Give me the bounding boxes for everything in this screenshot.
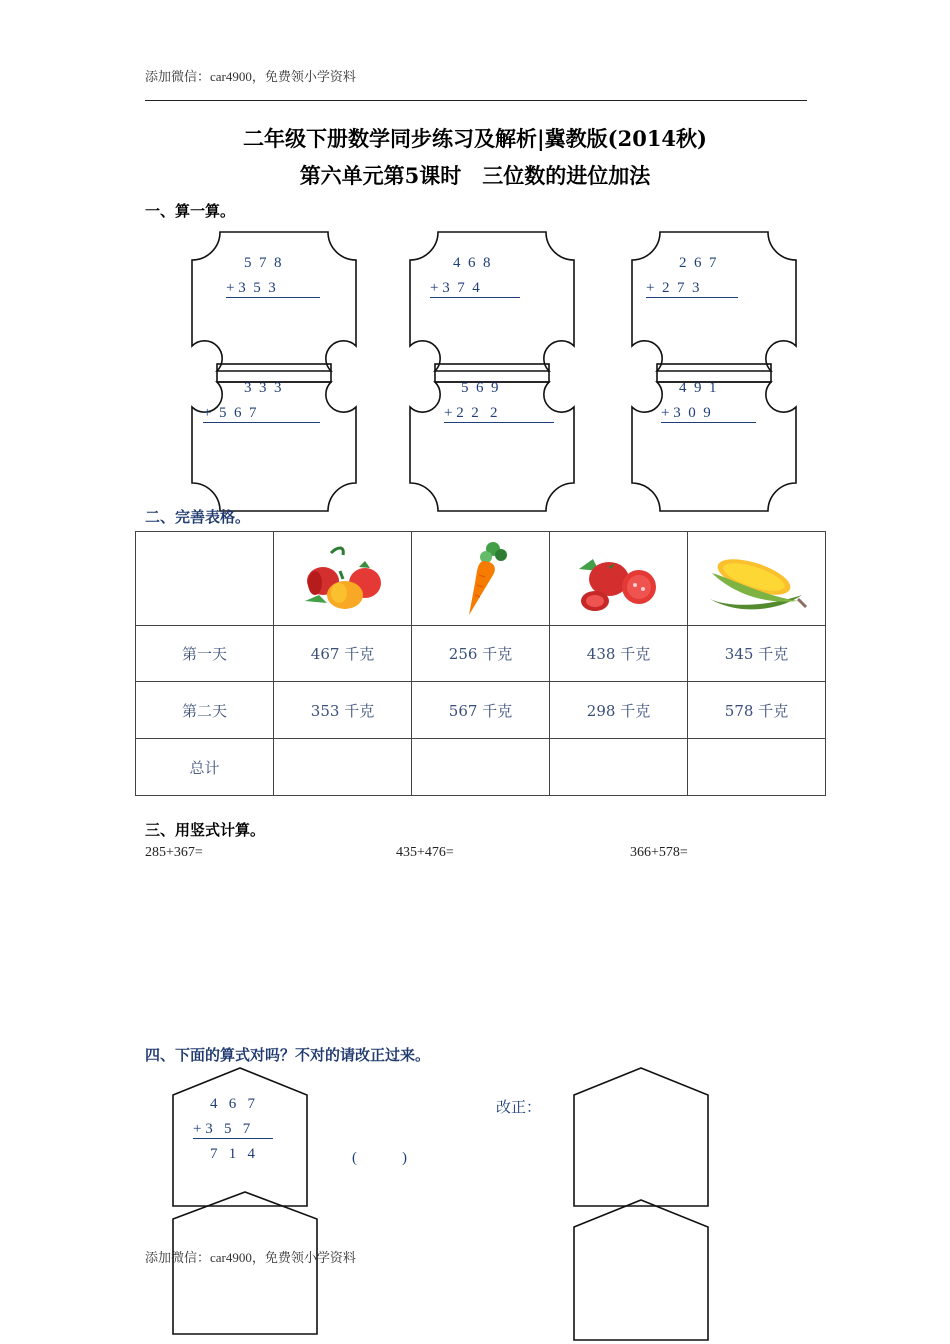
page-title: 二年级下册数学同步练习及解析|冀教版(2014秋) xyxy=(243,126,707,151)
card2-bottom: + 3 7 4 xyxy=(430,280,520,298)
section3-heading: 三、用竖式计算。 xyxy=(145,821,266,839)
card4-bottom: + 5 6 7 xyxy=(203,405,320,423)
table-cell: 298 千克 xyxy=(550,682,688,739)
card3-bottom: + 2 7 3 xyxy=(646,280,738,298)
card1-top: 5 7 8 xyxy=(244,255,282,271)
table-cell: 438 千克 xyxy=(550,626,688,682)
card5-bottom: + 2 2 2 xyxy=(444,405,554,423)
header-watermark: 添加微信：car4900，免费领小学资料 xyxy=(145,69,356,84)
check-line3: 7 1 4 xyxy=(210,1146,255,1162)
table-cell: 467 千克 xyxy=(274,626,412,682)
table-cell: 567 千克 xyxy=(412,682,550,739)
section1-heading: 一、算一算。 xyxy=(145,202,236,220)
table-cell: 578 千克 xyxy=(688,682,826,739)
section4-heading: 四、下面的算式对吗？不对的请改正过来。 xyxy=(145,1046,431,1064)
card5-top: 5 6 9 xyxy=(461,380,499,396)
table-cell: 353 千克 xyxy=(274,682,412,739)
footer-watermark: 添加微信：car4900，免费领小学资料 xyxy=(145,1250,356,1265)
table-cell: 256 千克 xyxy=(412,626,550,682)
card1-bottom: + 3 5 3 xyxy=(226,280,320,298)
problem-3: 366+578= xyxy=(630,845,688,860)
card4-top: 3 3 3 xyxy=(244,380,282,396)
row-label-day1: 第一天 xyxy=(136,626,274,682)
house-frame-right-bottom xyxy=(574,1200,708,1340)
problem-2: 435+476= xyxy=(396,845,454,860)
card6-bottom: + 3 0 9 xyxy=(661,405,756,423)
check-line2: + 3 5 7 xyxy=(193,1121,273,1139)
section2-heading: 二、完善表格。 xyxy=(145,508,251,526)
problem-1: 285+367= xyxy=(145,845,203,860)
row-label-total: 总计 xyxy=(136,739,274,796)
row-label-day2: 第二天 xyxy=(136,682,274,739)
correction-label: 改正： xyxy=(496,1098,542,1116)
house-frame-right-top xyxy=(574,1068,708,1206)
table-cell: 345 千克 xyxy=(688,626,826,682)
judge-parentheses[interactable]: ( ) xyxy=(352,1150,407,1166)
card6-top: 4 9 1 xyxy=(679,380,717,396)
card3-top: 2 6 7 xyxy=(679,255,717,271)
card2-top: 4 6 8 xyxy=(453,255,491,271)
page-subtitle: 第六单元第5课时 三位数的进位加法 xyxy=(299,163,651,188)
check-line1: 4 6 7 xyxy=(210,1096,255,1112)
